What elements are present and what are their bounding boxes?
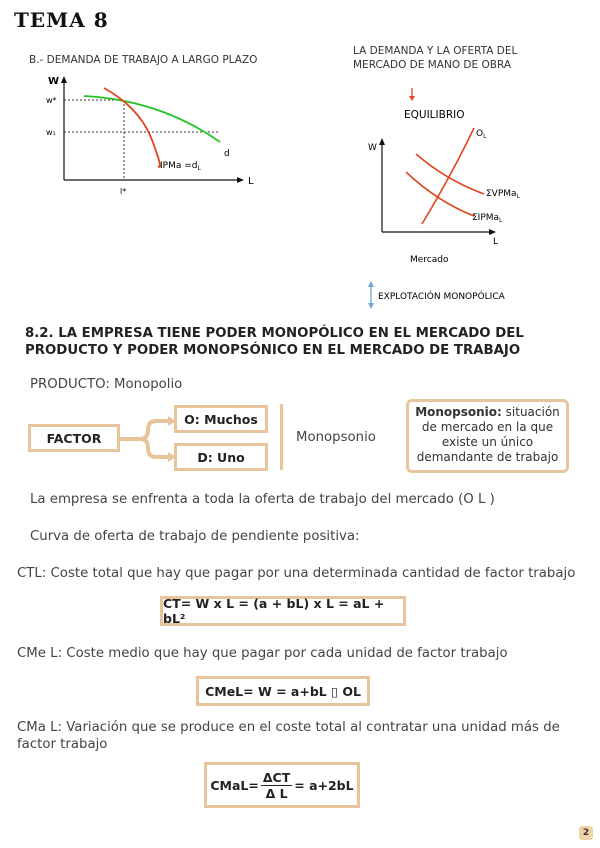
- right-caption-line-2: MERCADO DE MANO DE OBRA: [353, 59, 512, 71]
- cmal-formula-left: CMaL=: [210, 777, 259, 793]
- vpma-label: ΣVPMa$_L$: [486, 189, 520, 200]
- definition-text-1: situación: [501, 405, 560, 419]
- right-caption-line-1: LA DEMANDA Y LA OFERTA DEL: [353, 45, 518, 57]
- right-figure-caption: [353, 44, 517, 72]
- definition-text-4: demandante de trabajo: [416, 450, 559, 464]
- cmal-text-line-1: CMa L: Variación que se produce en el coste total al contratar una unidad más de: [17, 720, 560, 735]
- blue-arrow-up: [368, 281, 374, 287]
- ipma-curve-label: IPMa $=d_L$: [160, 161, 201, 172]
- cmel-formula-box: CMeL= W = a+bL ▯ OL: [196, 676, 370, 706]
- factor-box: FACTOR: [28, 424, 120, 452]
- ol-label: $O_L$: [476, 129, 487, 140]
- w-star-label: w*: [46, 96, 57, 105]
- demanda-uno-box: D: Uno: [174, 443, 268, 471]
- brace-lower: [120, 439, 172, 457]
- cmal-text-line-2: factor trabajo: [17, 737, 108, 752]
- monopsonio-definition-box: [406, 399, 569, 473]
- definition-text-3: existe un único: [441, 435, 534, 449]
- w1-label: w₁: [46, 128, 56, 137]
- page-number: 2: [579, 826, 593, 840]
- cmal-denominator: Δ L: [265, 785, 288, 801]
- monopsonio-label: Monopsonio: [296, 430, 376, 445]
- right-x-arrow: [489, 229, 496, 235]
- axis-w-label: W: [48, 76, 60, 87]
- ct-formula-box: CT= W x L = (a + bL) x L = aL + bL²: [160, 596, 406, 626]
- section-heading-line-2: PRODUCTO Y PODER MONOPSÓNICO EN EL MERCADO DE TRABAJO: [25, 343, 521, 358]
- red-down-arrow-head: [409, 96, 415, 101]
- mercado-label: Mercado: [410, 255, 449, 265]
- blue-arrow-down: [368, 303, 374, 309]
- definition-text-2: de mercado en la que: [421, 420, 554, 434]
- explotacion-label: EXPLOTACIÓN MONOPÓLICA: [378, 292, 505, 302]
- section-heading: [25, 325, 565, 359]
- l-star-label: l*: [120, 187, 127, 196]
- green-demand-curve: [84, 96, 220, 142]
- x-axis-arrow: [237, 177, 244, 183]
- section-heading-line-1: 8.2. LA EMPRESA TIENE PODER MONOPÓLICO EN EL MERCADO DEL: [25, 326, 524, 341]
- page-title: TEMA 8: [14, 8, 109, 32]
- cmal-numerator: ΔCT: [262, 769, 291, 785]
- long-run-labour-demand-graph: [40, 72, 265, 202]
- cmal-fraction: [261, 770, 292, 801]
- supply-curve-ol: [422, 128, 474, 224]
- producto-line: PRODUCTO: Monopolio: [30, 377, 183, 392]
- right-axis-l-label: L: [493, 237, 499, 247]
- curva-text: Curva de oferta de trabajo de pendiente positiva:: [30, 529, 360, 544]
- ipma-label: ΣIPMa$_L$: [472, 213, 503, 224]
- equilibrio-label: EQUILIBRIO: [404, 109, 465, 121]
- left-figure-caption: B.- DEMANDA DE TRABAJO A LARGO PLAZO: [29, 54, 258, 66]
- cmel-text: CMe L: Coste medio que hay que pagar por cada unidad de factor trabajo: [17, 646, 508, 661]
- cmal-formula-right: = a+2bL: [294, 777, 354, 793]
- definition-term: Monopsonio:: [415, 405, 502, 419]
- empresa-text: La empresa se enfrenta a toda la oferta de trabajo del mercado (O L ): [30, 492, 495, 507]
- cmal-formula-box: [204, 762, 360, 808]
- cmal-text: [17, 719, 560, 753]
- curve-d-label: d: [224, 149, 230, 159]
- ctl-text: CTL: Coste total que hay que pagar por una determinada cantidad de factor trabajo: [17, 566, 576, 581]
- factor-brace: [120, 412, 176, 472]
- vertical-divider: [280, 404, 283, 470]
- right-axis-w-label: W: [368, 143, 377, 153]
- labour-market-equilibrium-graph: [360, 84, 560, 314]
- oferta-muchos-box: O: Muchos: [174, 405, 268, 433]
- axis-l-label: L: [248, 176, 254, 187]
- brace-upper: [120, 421, 172, 439]
- y-axis-arrow: [61, 76, 67, 83]
- right-y-arrow: [379, 138, 385, 145]
